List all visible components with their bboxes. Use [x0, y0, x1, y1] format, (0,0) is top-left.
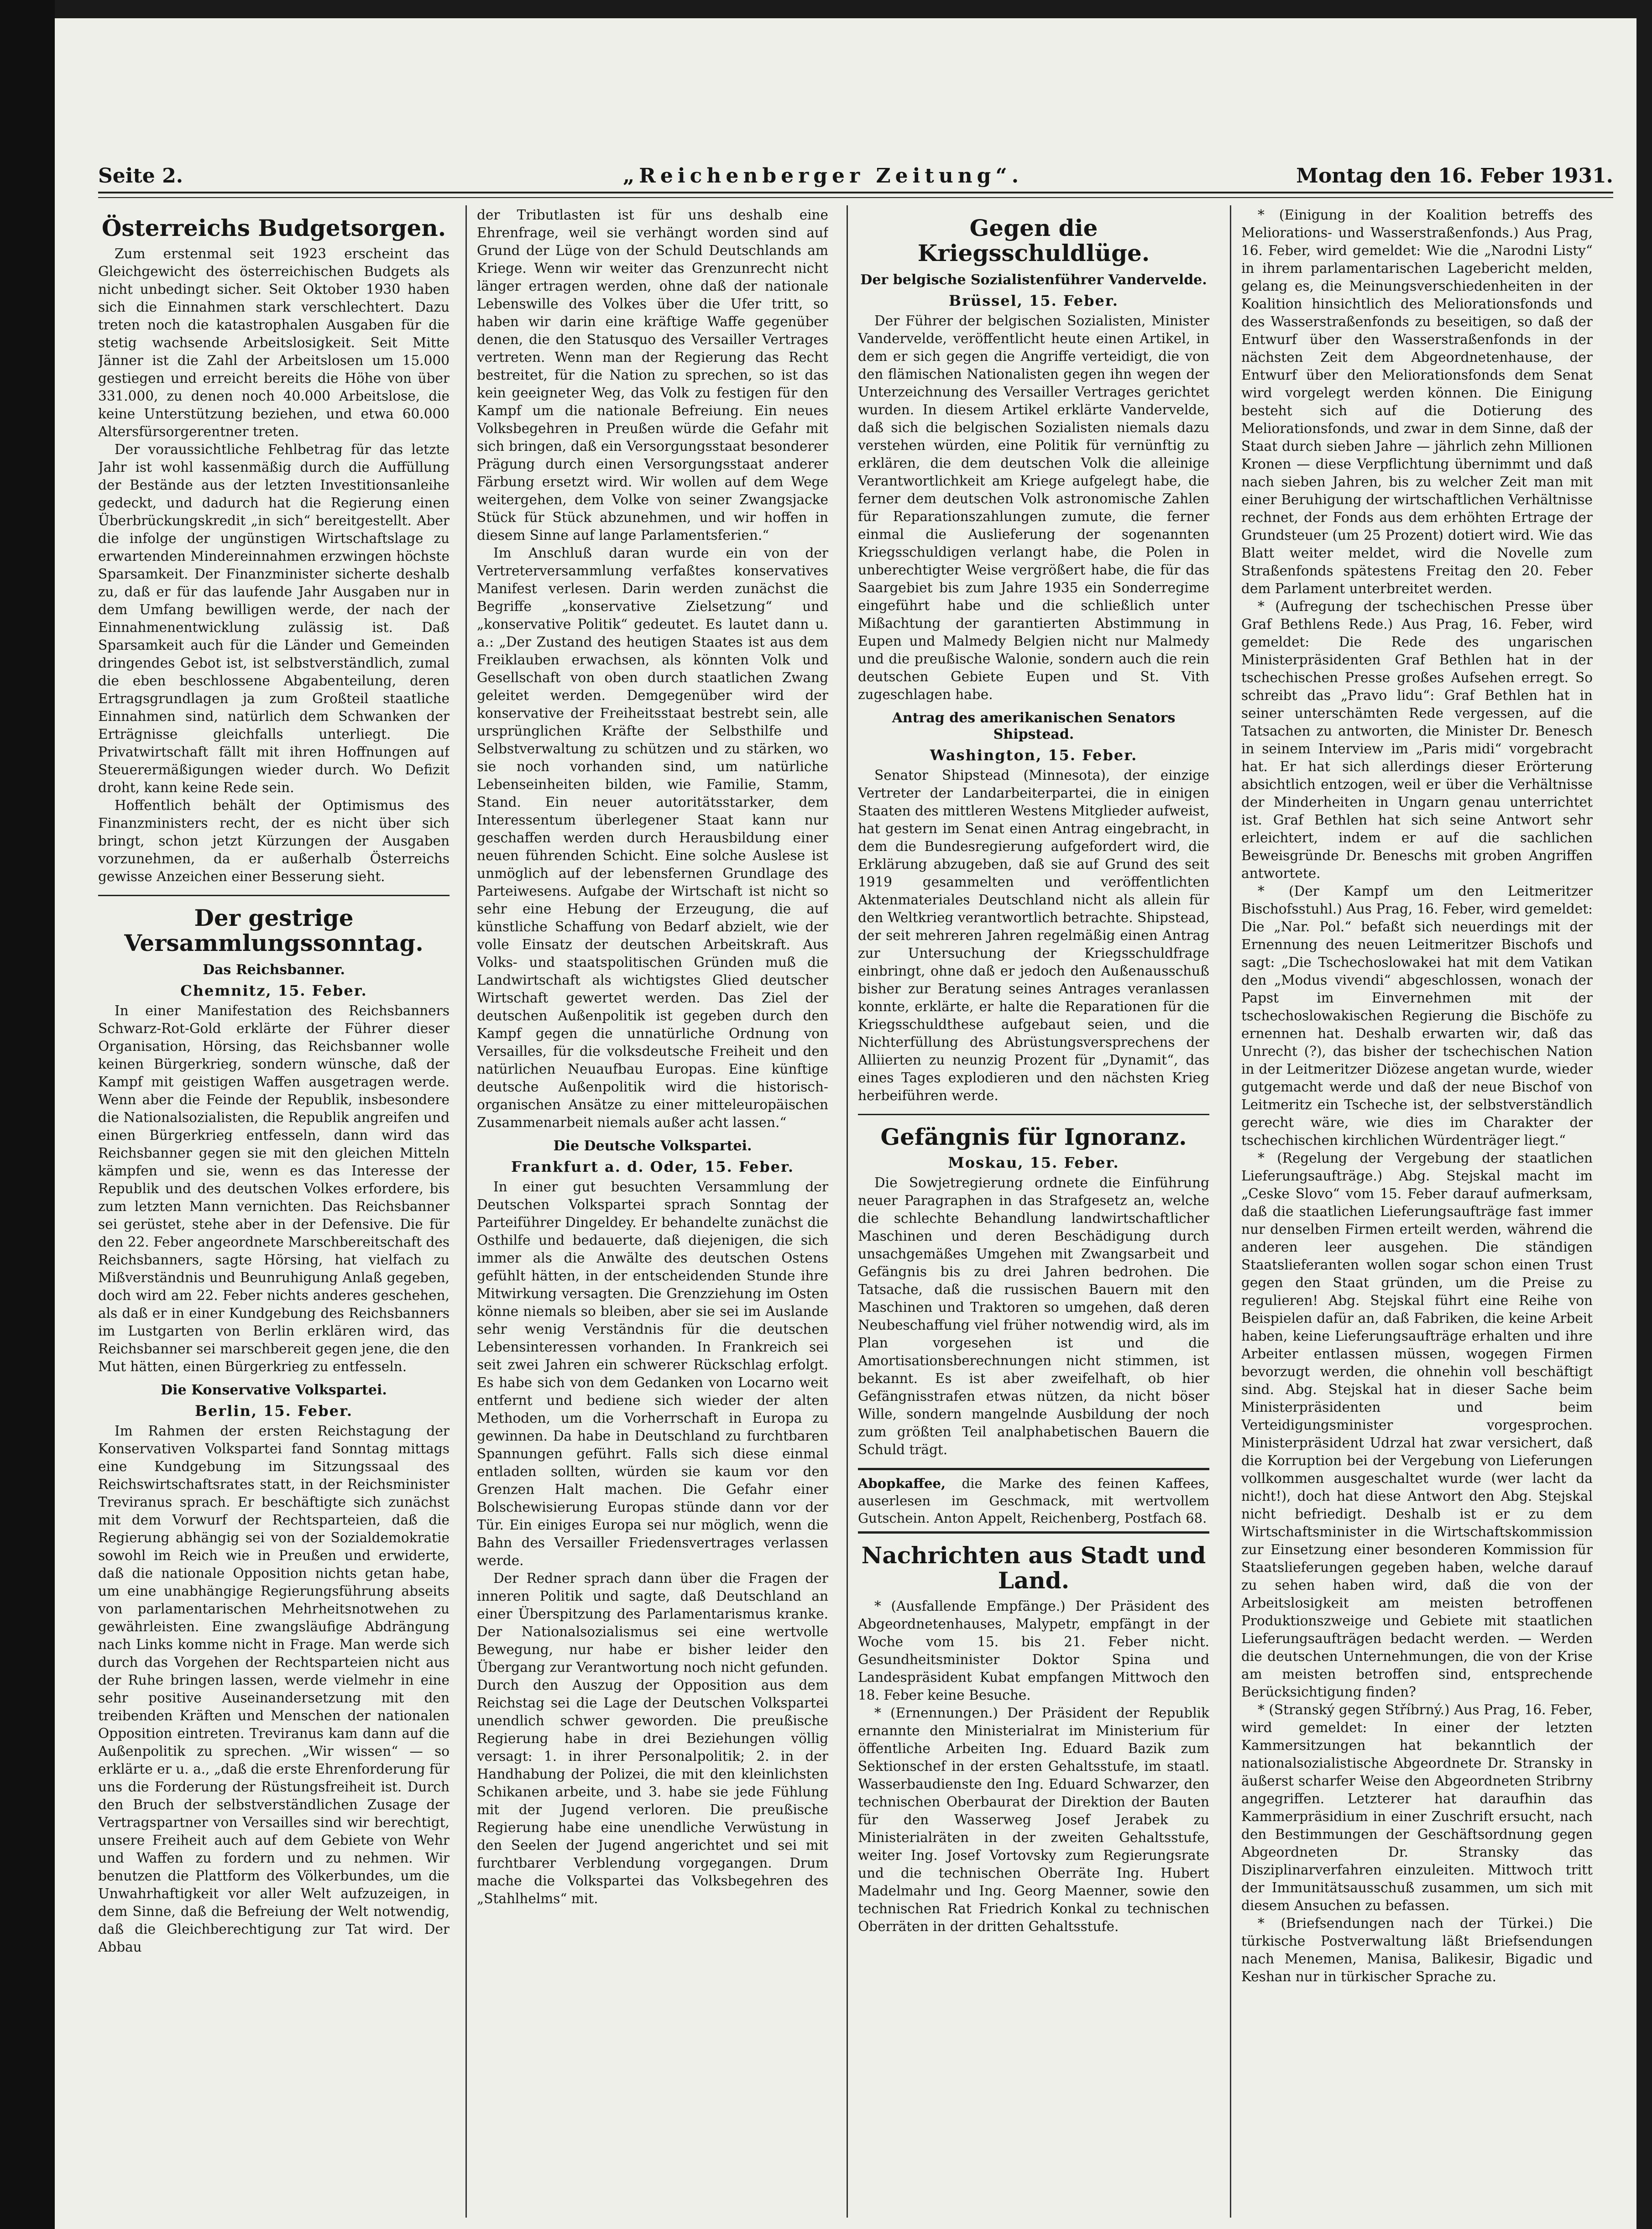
masthead — [98, 164, 1613, 192]
news-item: * (Regelung der Vergebung der staatlichen Lieferungsaufträge.) Abg. Stejskal macht im „Ceske Slovo“ vom 15. Feber darauf aufmerksam, daß die staatlichen Lieferungsaufträge fast immer nur denselben Firmen erteilt werden, während die anderen leer ausgehen. Die ständigen Staatslieferanten wollen sogar schon einen Trust gegen den Staat gründen, um die Preise zu regulieren! Abg. Stejskal führt eine Reihe von Beispielen dafür an, daß Fabriken, die keine Arbeit haben, keine Lieferungsaufträge erhalten und ihre Arbeiter entlassen müssen, wogegen Firmen bevorzugt werden, die ohnehin voll beschäftigt sind. Abg. Stejskal hat in dieser Sache beim Ministerpräsidenten und beim Verteidigungsminister vorgesprochen. Ministerpräsident Udrzal hat zwar versichert, daß die Korruption bei der Vergebung von Lieferungen vollkommen ausgeschaltet wurde (wer lacht da nicht!), doch hat diese Antwort den Abg. Stejskal nicht befriedigt. Deshalb ist er zu dem Wirtschaftsminister in die Wirtschaftskommission zur Einsetzung einer besonderen Kommission für Staatslieferungen gegeben haben, welche darauf zu sehen haben wird, daß die von der Arbeitslosigkeit am meisten betroffenen Produktionszweige und Gebiete mit staatlichen Lieferungsaufträgen bedacht werden. — Werden die deutschen Unternehmungen, die von der Krise am meisten betroffen sind, entsprechende Berücksichtigung finden? — [1241, 1150, 1593, 1700]
news-item: * (Ausfallende Empfänge.) Der Präsident des Abgeordnetenhauses, Malypetr, empfängt in der Woche vom 15. bis 21. Feber nicht. Gesundheitsminister Doktor Spina und Landespräsident Kubat empfangen Mittwoch den 18. Feber keine Besuche. — [858, 1598, 1209, 1703]
news-item: * (Einigung in der Koalition betreffs des Meliorations- und Wasserstraßenfonds.) Aus Prag, 16. Feber, wird gemeldet: Wie die „Narodni Listy“ in ihrem parlamentarischen Lagebericht melden, gelang es, die Meinungsverschiedenheiten in der Koalition hinsichtlich des Meliorationsfonds und des Wasserstraßenfonds zu beseitigen, so daß der Entwurf über den Wasserstraßenfonds in der nächsten Zeit dem Abgeordnetenhause, der Entwurf über den Meliorationsfonds dem Senat wird vorgelegt werden können. Die Einigung besteht sich auf die Dotierung des Meliorationsfonds, und zwar in dem Sinne, daß der Staat durch sieben Jahre — jährlich zehn Millionen Kronen — diese Verpflichtung übernimmt und daß nach sieben Jahren, bis zu welcher Zeit man mit einer Beruhigung der wirtschaftlichen Verhältnisse rechnet, der Fonds aus dem erhöhten Ertrage der Grundsteuer (um 25 Prozent) dotiert wird. Wie das Blatt weiter meldet, wird die Novelle zum Straßenfonds spätestens Freitag den 20. Feber dem Parlament unterbreitet werden. — [1241, 207, 1593, 596]
article-paragraph: Hoffentlich behält der Optimismus des Finanzministers recht, der es nicht über sich bringt, schon jetzt Kürzungen der Ausgaben vorzunehmen, da er außerhalb Österreichs gewisse Anzeichen einer Besserung sieht. — [98, 798, 450, 884]
article-dateline: Washington, 15. Feber. — [930, 746, 1138, 764]
newspaper-title: „Reichenberger Zeitung“. — [623, 164, 1024, 188]
article-kriegsschuld — [858, 215, 1209, 1105]
article-versammlung — [98, 905, 450, 1956]
advertisement — [858, 1468, 1209, 1534]
news-item: * (Der Kampf um den Leitmeritzer Bischofsstuhl.) Aus Prag, 16. Feber, wird gemeldet: Die „Nar. Pol.“ befaßt sich neuerdings mit der Ernennung des neuen Leitmeritzer Bischofs und sagt: „Die Tschechoslowakei hat mit dem Vatikan den „Modus vivendi“ abgeschlossen, wonach der Papst im Einvernehmen mit der tschechoslowakischen Regierung die Bischöfe zu ernennen hat. Deshalb erwarten wir, daß das Unrecht (?), das bisher der tschechischen Nation in der Leitmeritzer Diözese angetan wurde, wieder gutgemacht werde und daß der neue Bischof von Leitmeritz ein Tscheche ist, der selbstverständlich gerecht wäre, wie dies im Charakter der tschechischen kirchlichen Würdenträger liegt.“ — [1241, 883, 1593, 1148]
article-title: Gefängnis für Ignoranz. — [880, 1123, 1187, 1150]
page-number: Seite 2. — [98, 164, 183, 188]
article-dateline: Chemnitz, 15. Feber. — [180, 982, 367, 999]
news-item: * (Stranský gegen Stříbrný.) Aus Prag, 16. Feber, wird gemeldet: In einer der letzten Kammersitzungen hat bekanntlich der nationalsozialistische Abgeordnete Dr. Stransky in äußerst scharfer Weise den Abgeordneten Stribrny angegriffen. Letzterer hat daraufhin das Kammerpräsidium in einer Zuschrift ersucht, nach den Bestimmungen der Geschäftsordnung gegen Abgeordneten Dr. Stransky das Disziplinarverfahren einzuleiten. Mittwoch tritt der Immunitätsausschuß zusammen, um sich mit diesem Ansuchen zu befassen. — [1241, 1702, 1593, 1913]
column-4 — [1241, 206, 1593, 2214]
article-paragraph: Der voraussichtliche Fehlbetrag für das letzte Jahr ist wohl kassenmäßig durch die Auffüllung der Bestände aus der letzten Investitionsanleihe gedeckt, und dadurch hat die Regierung einen Überbrückungskredit „in sich“ bereitgestellt. Aber die infolge der ungünstigen Wirtschaftslage zu erwartenden Mindereinnahmen erzwingen höchste Sparsamkeit. Der Finanzminister sicherte deshalb zu, daß er für das laufende Jahr Ausgaben nur in dem Umfang bewilligen werde, der nach der Einnahmenentwicklung zulässig ist. Daß Sparsamkeit auch für die Länder und Gemeinden dringendes Gebot ist, ist selbstverständlich, zumal die eben beschlossene Abgabenteilung, deren Ertragsgrundlagen ja zum Großteil staatliche Einnahmen sind, natürlich dem Schwanken der Erträgnisse gleichfalls unterliegt. Die Privatwirtschaft fällt mit ihren Hoffnungen auf Steuerermäßigungen wieder durch. Wo Defizit droht, kann keine Rede sein. — [98, 442, 450, 795]
column-divider — [1230, 205, 1231, 2218]
article-paragraph: Der Führer der belgischen Sozialisten, Minister Vandervelde, veröffentlicht heute einen Artikel, in dem er sich gegen die Angriffe verteidigt, die von den flämischen Nationalisten gegen ihn wegen der Unterzeichnung des Versailler Vertrages gerichtet wurden. In diesem Artikel erklärte Vandervelde, daß sich die belgischen Sozialisten niemals dazu verstehen würden, eine Politik für vernünftig zu erklären, die dem deutschen Volk die alleinige Verantwortlichkeit am Kriege aufgelegt habe, die ferner dem deutschen Volk astronomische Zahlen für Reparationszahlungen zumute, die ferner einmal die Auslieferung der sogenannten Kriegsschuldigen verlangt habe, die Polen in unberechtigter Weise vergrößert habe, die für das Saargebiet bis zum Jahre 1935 ein Sonderregime eingeführt habe und die schließlich unter Mißachtung der garantierten Abstimmung in Eupen und Malmedy Belgien nicht nur Malmedy und die preußische Walonie, sondern auch die rein deutschen Gebiete Eupen und St. Vith zugeschlagen habe. — [858, 313, 1209, 702]
article-gefaengnis — [858, 1124, 1209, 1459]
section-rule — [98, 895, 450, 896]
news-item: * (Ernennungen.) Der Präsident der Republik ernannte den Ministerialrat im Ministerium für öffentliche Arbeiten Ing. Eduard Bazik zum Sektionschef in der ersten Gehaltsstufe, im staatl. Wasserbaudienste den Ing. Eduard Schwarzer, den technischen Oberbaurat der Direktion der Bauten für den Wasserweg Josef Jerabek zu Ministerialräten in der zweiten Gehaltsstufe, weiter Ing. Josef Vortovsky zum Regierungsrate und die technischen Oberräte Ing. Hubert Madelmahr und Ing. Georg Maenner, sowie den technischen Rat Friedrich Konkal zu technischen Oberräten in der dritten Gehaltsstufe. — [858, 1705, 1209, 1934]
article-dateline: Brüssel, 15. Feber. — [949, 292, 1119, 309]
ad-brand: Abopkaffee, — [858, 1476, 946, 1491]
column-2 — [477, 206, 828, 2214]
article-subtitle: Das Reichsbanner. — [203, 962, 345, 978]
article-title: Österreichs Budgetsorgen. — [101, 214, 446, 241]
column-3 — [858, 206, 1209, 2214]
column-divider — [465, 205, 467, 2218]
issue-date: Montag den 16. Feber 1931. — [1296, 164, 1613, 188]
article-title: Der gestrige Versammlungssonntag. — [124, 904, 423, 956]
article-paragraph: Im Anschluß daran wurde ein von der Vertreterversammlung verfaßtes konservatives Manifest verlesen. Darin werden zunächst die Begriffe „konservative Zielsetzung“ und „konservative Politik“ gedeutet. Es lautet dann u. a.: „Der Zustand des heutigen Staates ist aus dem Freiklauben erwachsen, als könnten Volk und Gesellschaft von oben durch staatlichen Zwang geleitet werden. Demgegenüber wird der konservative der Freiheitsstaat bestrebt sein, alle ursprünglichen Kräfte der Selbsthilfe und Selbstverwaltung zu schützen und zu stärken, wo sie noch vorhanden sind, um natürliche Lebenseinheiten bilden, wie Familie, Stamm, Stand. Ein neuer autoritätsstarker, dem Interessentum überlegener Staat kann nur geschaffen werden durch Herausbildung einer neuen führenden Schicht. Eine solche Auslese ist unmöglich auf der lebensfernen Grundlage des Parteiwesens. Aufgabe der Wirtschaft ist nicht so sehr eine Hebung der Erzeugung, die auf künstliche Schaffung von Bedarf abzielt, wie der volle Einsatz der deutschen Arbeitskraft. Aus Volks- und staatspolitischen Gründen muß die Landwirtschaft als wichtigstes Glied deutscher Wirtschaft gewertet werden. Das Ziel der deutschen Außenpolitik ist gegeben durch den Kampf gegen die unnatürliche Ordnung von Versailles, für die volksdeutsche Freiheit und den natürlichen Neuaufbau Europas. Eine künftige deutsche Außenpolitik wird die historisch-organischen Ansätze zu einer mitteleuropäischen Zusammenarbeit niemals außer acht lassen.“ — [477, 545, 828, 1130]
article-subtitle: Antrag des amerikanischen Senators Shipstead. — [892, 710, 1176, 742]
scan-border-left — [0, 0, 55, 2229]
article-budget — [98, 215, 450, 886]
scan-border-right — [1636, 0, 1652, 2229]
article-title: Gegen die Kriegsschuldlüge. — [917, 214, 1150, 266]
news-item: * (Aufregung der tschechischen Presse über Graf Bethlens Rede.) Aus Prag, 16. Feber, wird gemeldet: Die Rede des ungarischen Ministerpräsidenten Graf Bethlen hat in der tschechischen Presse großes Aufsehen erregt. So schreibt das „Pravo lidu“: Graf Bethlen hat in seiner unterschämten Rede vergessen, auf die Tatsachen zu antworten, die Minister Dr. Benesch in seinem Interview im „Paris midi“ vorgebracht hat. Er hat sich allerdings dieser Erörterung absichtlich entzogen, weil er über die Verhältnisse der Minderheiten in Ungarn genau unterrichtet ist. Graf Bethlen hat sich seine Antwort sehr erleichtert, indem er auf die sachlichen Beweisgründe Dr. Beneschs mit groben Angriffen antwortete. — [1241, 599, 1593, 881]
article-paragraph: Zum erstenmal seit 1923 erscheint das Gleichgewicht des österreichischen Budgets als nicht unbedingt sicher. Seit Oktober 1930 haben sich die Einnahmen stark verschlechtert. Dazu treten noch die katastrophalen Ausgaben für die stetig wachsende Arbeitslosigkeit. Seit Mitte Jänner ist die Zahl der Arbeitslosen um 15.000 gestiegen und erreicht bereits die Höhe von über 331.000, zu denen noch 40.000 Arbeitslose, die keine Unterstützung beziehen, und etwa 60.000 Altersfürsorgerentner treten. — [98, 246, 450, 439]
article-subtitle: Die Konservative Volkspartei. — [161, 1382, 387, 1398]
article-paragraph: Im Rahmen der ersten Reichstagung der Konservativen Volkspartei fand Sonntag mittags eine Kundgebung im Sitzungssaal des Reichswirtschaftsrates statt, in der Reichsminister Treviranus sprach. Er beschäftigte sich zunächst mit dem Vorwurf der Rechtsparteien, daß die Regierung abhängig sei von der Sozialdemokratie sowohl im Reich wie in Preußen und erwiderte, daß die nationale Opposition nichts getan habe, um eine unabhängige Regierungsführung abseits von parlamentarischen Mehrheitsnotwehen zu gewährleisten. Eine zwangsläufige Abdrängung nach Links komme nicht in Frage. Man werde sich durch das Vorgehen der Rechtsparteien nicht aus der Ruhe bringen lassen, werde vielmehr in eine sehr positive Auseinandersetzung mit den treibenden Kräften und Menschen der nationalen Opposition eintreten. Treviranus kam dann auf die Außenpolitik zu sprechen. „Wir wissen“ — so erklärte er u. a., „daß die erste Ehrenforderung für uns die Forderung der Rüstungsfreiheit ist. Durch den Bruch der selbstverständlichen Zusage der Vertragspartner von Versailles sind wir berechtigt, unsere Freiheit auch auf dem Gebiete von Wehr und Waffen zu fordern und zu nehmen. Wir benutzen die Plattform des Völkerbundes, um die Unwahrhaftigkeit vor aller Welt aufzuzeigen, in dem Sinne, daß die Befreiung der Welt notwendig, daß die Gleichberechtigung zur Tat wird. Der Abbau — [98, 1423, 450, 1955]
article-paragraph: In einer gut besuchten Versammlung der Deutschen Volkspartei sprach Sonntag der Parteiführer Dingeldey. Er behandelte zunächst die Osthilfe und bedauerte, daß diejenigen, die sich immer als die Anwälte des deutschen Ostens gefühlt hätten, in der entscheidenden Stunde ihre Mitwirkung versagten. Die Grenzziehung im Osten könne niemals so bleiben, aber sie sei im Auslande sehr wenig Verständnis für die deutschen Lebensinteressen vorhanden. In Frankreich sei seit zwei Jahren ein schwerer Rückschlag erfolgt. Es habe sich von dem Gedanken von Locarno weit entfernt und bediene sich wieder der alten Methoden, um die Vorherrschaft in Europa zu gewinnen. Da habe in Deutschland zu furchtbaren Spannungen geführt. Falls sich diese einmal entladen sollten, würden sie kaum vor den Grenzen Halt machen. Die Gefahr einer Bolschewisierung Europas stünde dann vor der Tür. Ein einiges Europa sei nur möglich, wenn die Bahn des Versailler Friedensvertrages verlassen werde. — [477, 1179, 828, 1568]
scan-border-top — [0, 0, 1652, 18]
article-dateline: Berlin, 15. Feber. — [194, 1402, 353, 1420]
article-subtitle: Die Deutsche Volkspartei. — [553, 1138, 752, 1154]
article-title: Nachrichten aus Stadt und Land. — [861, 1542, 1206, 1594]
ad-text: die Marke des feinen Kaffees, auserlesen im Geschmack, mit wertvollem Gutschein. Anton Appelt, Reichenberg, Postfach 68. — [858, 1476, 1209, 1526]
article-paragraph: In einer Manifestation des Reichsbanners Schwarz-Rot-Gold erklärte der Führer dieser Organisation, Hörsing, das Reichsbanner wolle keinen Bürgerkrieg, sondern wünsche, daß der Kampf mit geistigen Waffen ausgetragen werde. Wenn aber die Feinde der Republik, insbesondere die Nationalsozialisten, die Republik angreifen und einen Bürgerkrieg entfesseln, dann wird das Reichsbanner gegen sie mit den gleichen Mitteln kämpfen und sie, wenn es das Interesse der Republik und des deutschen Volkes erfordere, bis zum letzten Mann vernichten. Das Reichsbanner sei gerüstet, stehe aber in der Defensive. Die für den 22. Feber angeordnete Marschbereitschaft des Reichsbanners, sagte Hörsing, hat vielfach zu Mißverständnis und Beunruhigung Anlaß gegeben, doch wird am 22. Feber nichts anderes geschehen, als daß er in einer Kundgebung des Reichsbanners im Lustgarten von Berlin erklären wird, das Reichsbanner sei marschbereit gegen jene, die den Mut hätten, einen Bürgerkrieg zu entfesseln. — [98, 1003, 450, 1374]
column-1 — [98, 206, 450, 2214]
article-paragraph: Die Sowjetregierung ordnete die Einführung neuer Paragraphen in das Strafgesetz an, welche die schlechte Behandlung landwirtschaftlicher Maschinen und deren Beschädigung durch unsachgemäßes Umgehen mit Zwangsarbeit und Gefängnis bis zu drei Jahren bedrohen. Die Tatsache, daß die russischen Bauern mit den Maschinen und Traktoren so umgehen, daß deren Neubeschaffung viel früher notwendig wird, als im Plan vorgesehen ist und die Amortisationsberechnungen nicht stimmen, ist bekannt. Es ist aber zweifelhaft, ob hier Gefängnisstrafen etwas nützen, da nicht böser Wille, sondern mangelnde Ausbildung der noch zum größten Teil analphabetischen Bauern die Schuld trägt. — [858, 1175, 1209, 1457]
article-paragraph: Senator Shipstead (Minnesota), der einzige Vertreter der Landarbeiterpartei, die in einigen Staaten des mittleren Westens Mitglieder aufweist, hat gestern im Senat einen Antrag eingebracht, in dem die Bundesregierung aufgefordert wird, die Erklärung abzugeben, daß sie auf Grund des seit 1919 gesammelten und veröffentlichten Aktenmateriales Deutschland nicht als allein für den Weltkrieg verantwortlich betrachte. Shipstead, der seit mehreren Jahren regelmäßig einen Antrag zur Untersuchung der Kriegsschuldfrage einbringt, ohne daß er jedoch den Außenausschuß bisher zur Beratung seines Antrages veranlassen konnte, erklärte, er halte die Reparationen für die Kriegsschuldthese aufgebaut seien, und die Nichterfüllung des Abrüstungsversprechens der Alliierten zu neunzig Prozent für „Dynamit“, das eines Tages explodieren und den nächsten Krieg herbeiführen werde. — [858, 767, 1209, 1103]
article-paragraph: der Tributlasten ist für uns deshalb eine Ehrenfrage, weil sie verhängt worden sind auf Grund der Lüge von der Schuld Deutschlands am Kriege. Wenn wir weiter das Grenzunrecht nicht länger ertragen werden, ohne daß der nationale Lebenswille des Volkes über die Ufer tritt, so haben wir darin eine kräftige Waffe gegenüber denen, die den Statusquo des Versailler Vertrages vertreten. Wenn man der Regierung das Recht bestreitet, für die Nation zu sprechen, so ist das kein geeigneter Weg, das Volk zu festigen für den Kampf um die nationale Befreiung. Ein neues Volksbegehren in Preußen würde die Gefahr mit sich bringen, daß ein Versorgungsstaat besonderer Prägung durch einen Versorgungsstaat anderer Färbung ersetzt wird. Wir wollen auf dem Wege weitergehen, dem Volke von seiner Zwangsjacke Stück für Stück abzunehmen, und wir hoffen in diesem Sinne auf lange Parlamentsferien.“ — [477, 207, 828, 543]
article-nachrichten — [858, 1543, 1209, 1936]
news-item: * (Briefsendungen nach der Türkei.) Die türkische Postverwaltung läßt Briefsendungen nach Menemen, Manisa, Balikesir, Bigadic und Keshan nur in türkischer Sprache zu. — [1241, 1916, 1593, 1984]
article-subtitle: Der belgische Sozialistenführer Vandervelde. — [860, 272, 1207, 288]
column-divider — [847, 205, 848, 2218]
article-dateline: Frankfurt a. d. Oder, 15. Feber. — [511, 1158, 795, 1175]
article-paragraph: Der Redner sprach dann über die Fragen der inneren Politik und sagte, daß Deutschland an einer Überspitzung des Parlamentarismus kranke. Der Nationalsozialismus sei eine wertvolle Bewegung, nur habe er bisher leider den Übergang zur Verantwortung noch nicht gefunden. Durch den Auszug der Opposition aus dem Reichstag sei die Lage der Deutschen Volkspartei unendlich schwer geworden. Die preußische Regierung habe in drei Beziehungen völlig versagt: 1. in ihrer Personalpolitik; 2. in der Handhabung der Polizei, die mit den kleinlichsten Schikanen arbeite, und 3. habe sie jede Fühlung mit der Jugend verloren. Die preußische Regierung habe eine unendliche Verwüstung in den Seelen der Jugend angerichtet und sei mit furchtbarer Verblendung vorgegangen. Drum mache die Volkspartei das Volksbegehren des „Stahlhelms“ mit. — [477, 1571, 828, 1906]
article-dateline: Moskau, 15. Feber. — [948, 1154, 1119, 1171]
masthead-rule — [98, 192, 1613, 198]
section-rule — [858, 1114, 1209, 1115]
